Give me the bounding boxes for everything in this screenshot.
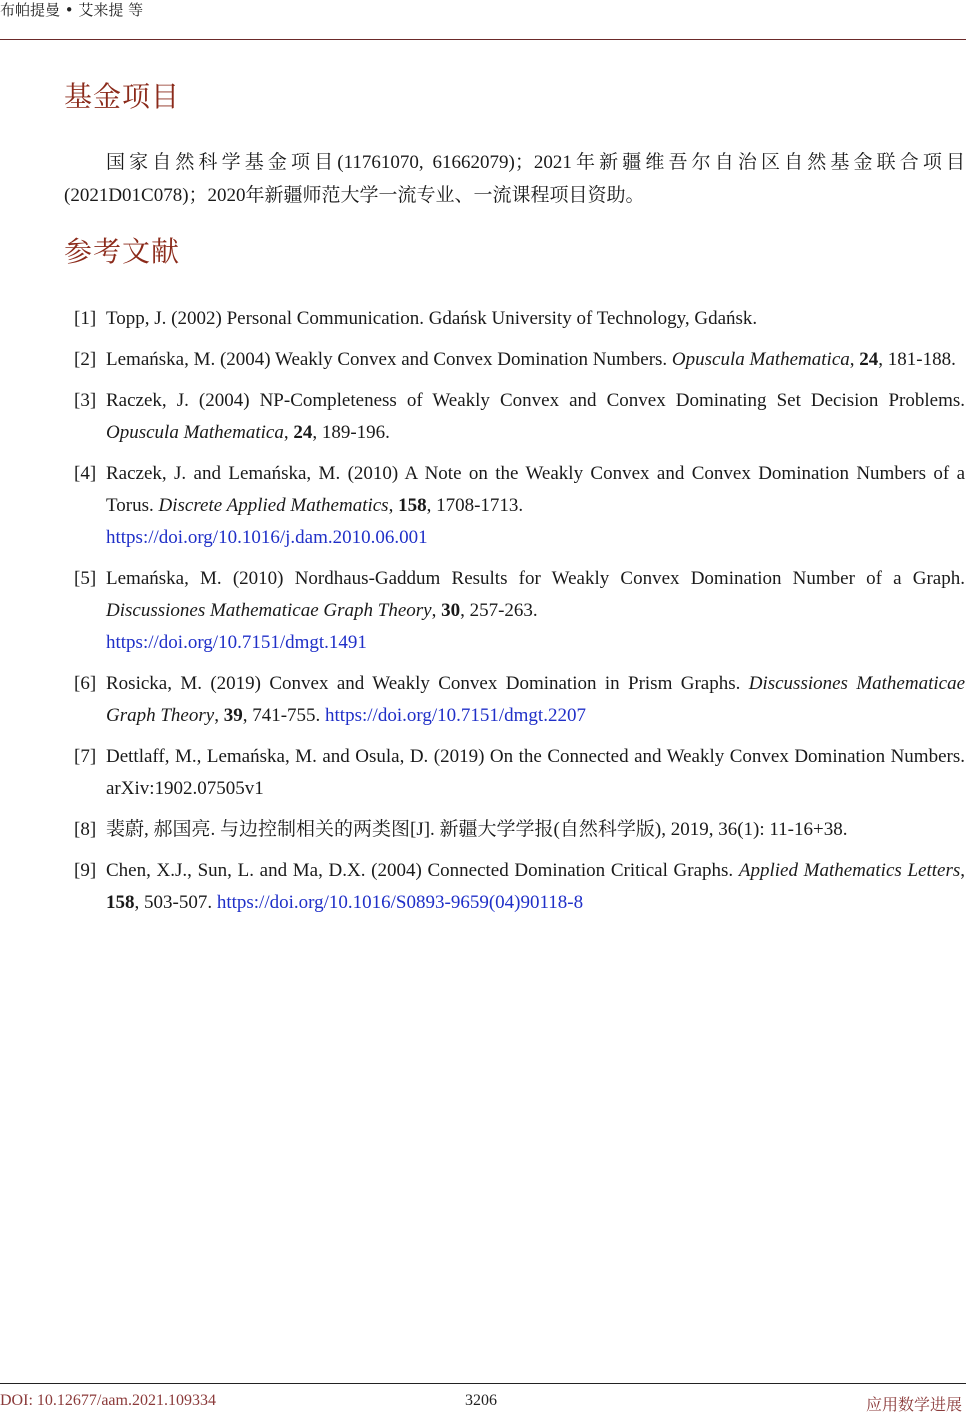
reference-number: [8]	[74, 819, 97, 840]
reference-pages: , 741-755.	[242, 705, 326, 726]
funding-section-title: 基金项目	[64, 80, 181, 113]
reference-volume: 39	[223, 705, 243, 726]
reference-doi-link[interactable]: https://doi.org/10.1016/S0893-9659(04)90118-8	[216, 892, 584, 913]
reference-item	[64, 741, 965, 805]
reference-number: [4]	[74, 463, 97, 484]
reference-text: Raczek, J. (2004) NP-Completeness of Weakly Convex and Convex Dominating Set Decision Problems.	[106, 390, 965, 411]
reference-journal: Discussiones Mathematicae Graph Theory	[106, 600, 432, 621]
reference-pages: , 257-263.	[460, 600, 538, 621]
reference-number: [2]	[74, 349, 97, 370]
reference-text: 裴蔚, 郝国亮. 与边控制相关的两类图[J]. 新疆大学学报(自然科学版), 2019, 36(1): 11-16+38.	[106, 819, 848, 840]
reference-pages: , 1708-1713.	[426, 495, 524, 516]
reference-text: Topp, J. (2002) Personal Communication. Gdańsk University of Technology, Gdańsk.	[106, 308, 758, 329]
page-number: 3206	[465, 1392, 497, 1409]
reference-journal: Discussiones Mathematicae Graph Theory	[106, 673, 966, 726]
reference-item: [3] Raczek, J. (2004) NP-Completeness of Weakly Convex and Convex Dominating Set Decision Problems. Opuscula Mathematica, 24, 189-196.	[64, 385, 965, 449]
reference-volume: 158	[398, 495, 427, 516]
reference-item: [4] Raczek, J. and Lemańska, M. (2010) A Note on the Weakly Convex and Convex Domination Numbers of a Torus. Discrete Applied Mathematics, 158, 1708-1713. https://doi.org/10.1016/j.dam.2010.06.001	[64, 458, 965, 554]
header-divider	[0, 39, 966, 40]
reference-number: [3]	[74, 390, 97, 411]
references-section-title: 参考文献	[64, 235, 181, 268]
reference-text: Lemańska, M. (2004) Weakly Convex and Convex Domination Numbers.	[106, 349, 672, 370]
reference-text: Rosicka, M. (2019) Convex and Weakly Convex Domination in Prism Graphs.	[106, 673, 749, 694]
reference-volume: 158	[106, 892, 135, 913]
reference-number: [6]	[74, 673, 97, 694]
footer-divider	[0, 1383, 966, 1384]
reference-pages: , 181-188.	[878, 349, 956, 370]
reference-doi-link[interactable]: https://doi.org/10.7151/dmgt.1491	[106, 632, 367, 653]
reference-item: [5] Lemańska, M. (2010) Nordhaus-Gaddum Results for Weakly Convex Domination Number of a Graph. Discussiones Mathematicae Graph Theory, 30, 257-263. https://doi.org/10.7151/dmgt.1491	[64, 563, 965, 659]
reference-number: [5]	[74, 568, 97, 589]
reference-pages: , 189-196.	[312, 422, 390, 443]
reference-text: Chen, X.J., Sun, L. and Ma, D.X. (2004) Connected Domination Critical Graphs.	[106, 860, 739, 881]
reference-item	[64, 814, 965, 846]
reference-volume: 30	[441, 600, 461, 621]
reference-journal: Discrete Applied Mathematics	[158, 495, 389, 516]
reference-journal: Applied Mathematics Letters	[738, 860, 961, 881]
running-header-authors: 布帕提曼 • 艾来提 等	[0, 1, 144, 19]
reference-number: [1]	[74, 308, 97, 329]
reference-item: [6] Rosicka, M. (2019) Convex and Weakly Convex Domination in Prism Graphs. Discussiones Mathematicae Graph Theory, 39, 741-755. https://doi.org/10.7151/dmgt.2207	[64, 668, 965, 732]
reference-item: [2] Lemańska, M. (2004) Weakly Convex and Convex Domination Numbers. Opuscula Mathematica, 24, 181-188.	[64, 344, 965, 376]
reference-text: Lemańska, M. (2010) Nordhaus-Gaddum Results for Weakly Convex Domination Number of a Graph.	[106, 568, 965, 589]
reference-number: [7]	[74, 746, 97, 767]
reference-number: [9]	[74, 860, 97, 881]
reference-volume: 24	[293, 422, 313, 443]
reference-doi-link[interactable]: https://doi.org/10.7151/dmgt.2207	[325, 705, 586, 726]
reference-item	[64, 303, 965, 335]
reference-doi-link[interactable]: https://doi.org/10.1016/j.dam.2010.06.001	[106, 527, 428, 548]
reference-pages: , 503-507.	[134, 892, 217, 913]
reference-text: Raczek, J. and Lemańska, M. (2010) A Note on the Weakly Convex and Convex Domination Numbers of a Torus.	[106, 463, 965, 516]
reference-journal: Opuscula Mathematica	[671, 349, 850, 370]
reference-volume: 24	[859, 349, 879, 370]
footer-journal-name: 应用数学进展	[865, 1395, 962, 1414]
reference-text: Dettlaff, M., Lemańska, M. and Osula, D. (2019) On the Connected and Weakly Convex Domination Numbers. arXiv:1902.07505v1	[106, 746, 965, 799]
footer-doi: DOI: 10.12677/aam.2021.109334	[0, 1392, 216, 1409]
reference-item: [9] Chen, X.J., Sun, L. and Ma, D.X. (2004) Connected Domination Critical Graphs. Applied Mathematics Letters, 158, 503-507. https://doi.org/10.1016/S0893-9659(04)90118-8	[64, 855, 965, 919]
reference-journal: Opuscula Mathematica	[106, 422, 284, 443]
funding-paragraph: 国家自然科学基金项目(11761070, 61662079)；2021年新疆维吾尔自治区自然基金联合项目(2021D01C078)；2020年新疆师范大学一流专业、一流课程项目资助。	[64, 152, 965, 206]
reference-list	[64, 303, 965, 928]
